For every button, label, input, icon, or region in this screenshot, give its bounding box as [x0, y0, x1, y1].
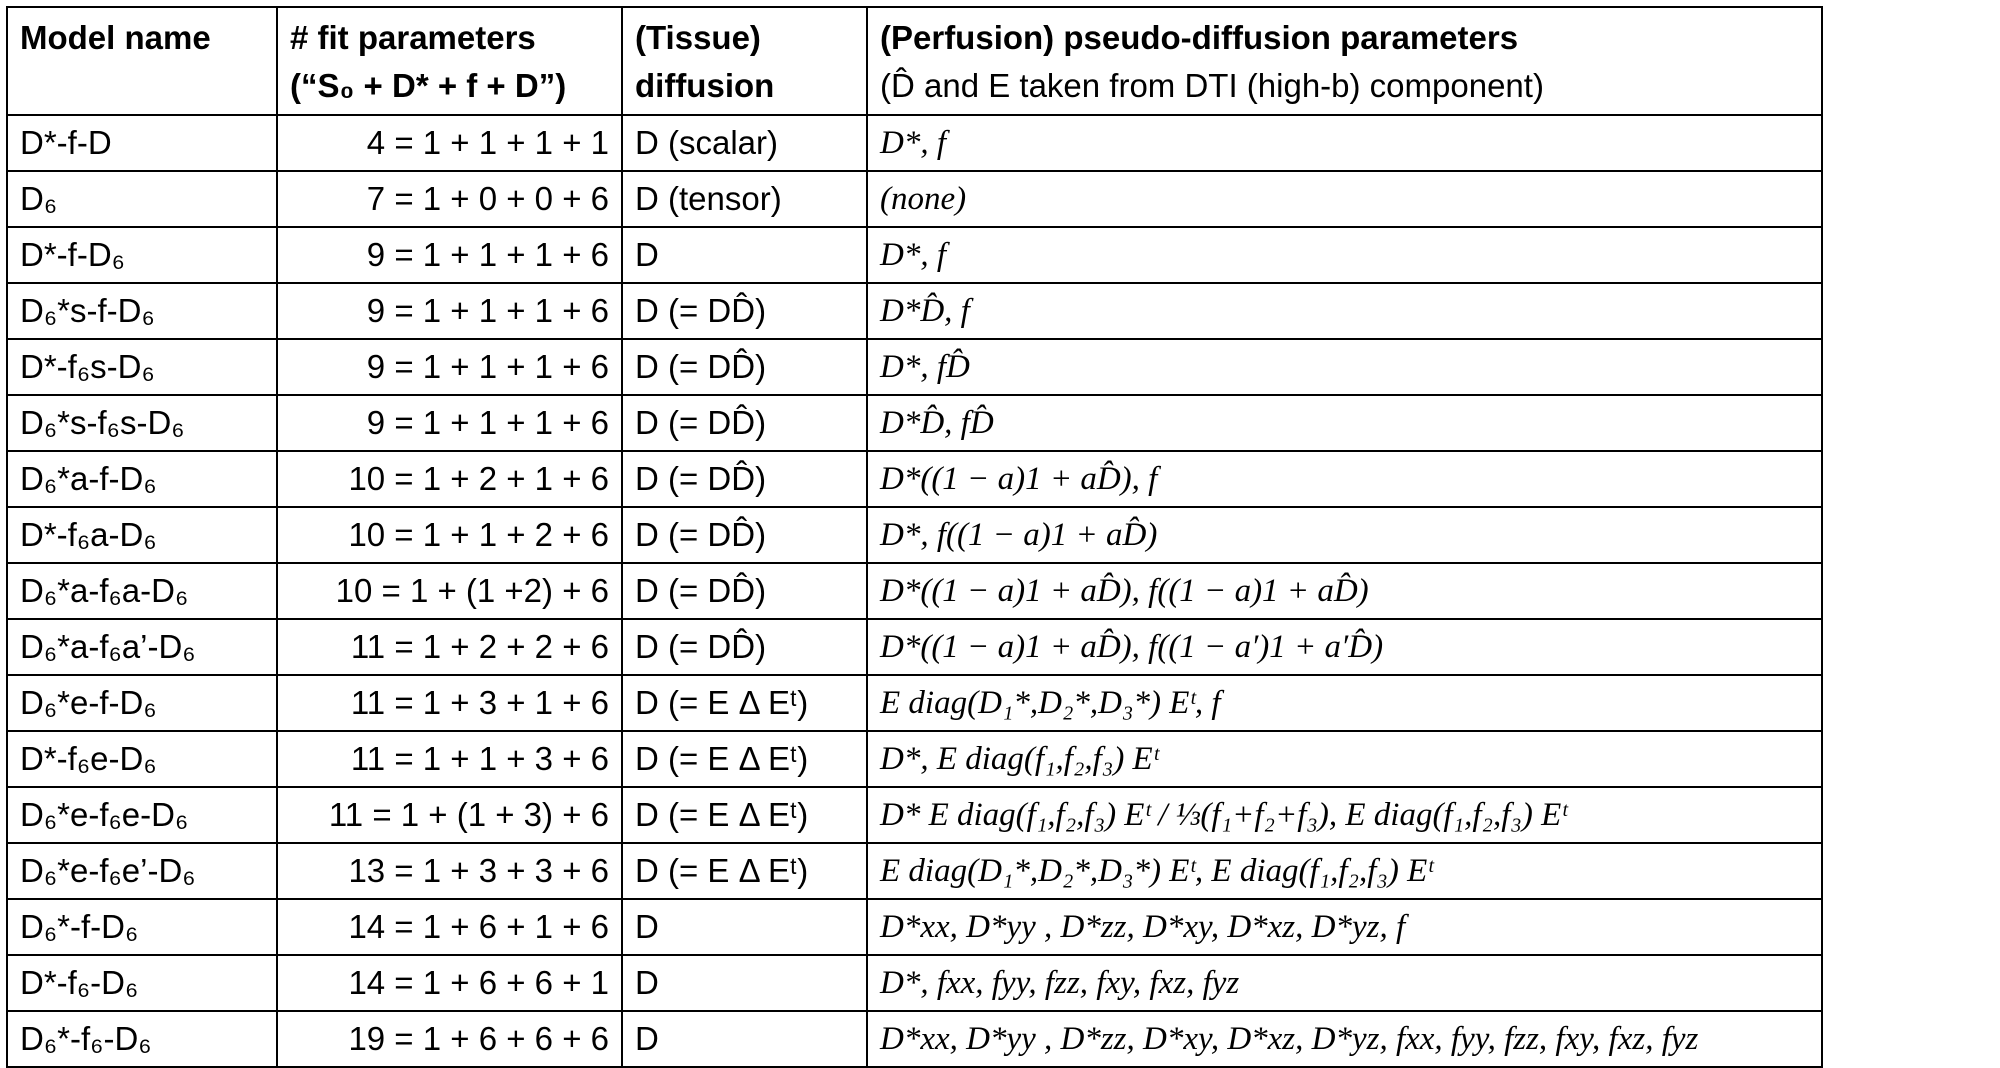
table-row — [7, 787, 1822, 843]
table-row — [7, 899, 1822, 955]
table-row — [7, 675, 1822, 731]
model-name-cell: D*-f₆e-D₆ — [7, 731, 277, 787]
header-model-name-line1: Model name — [20, 19, 211, 56]
header-perfusion-parameters — [867, 7, 1822, 115]
perfusion-parameters-cell: D*xx, D*yy , D*zz, D*xy, D*xz, D*yz, f — [867, 899, 1822, 955]
tissue-diffusion-cell: D (= DD̂) — [622, 339, 867, 395]
table-row — [7, 171, 1822, 227]
fit-parameters-cell: 11 = 1 + 1 + 3 + 6 — [277, 731, 622, 787]
fit-parameters-cell: 7 = 1 + 0 + 0 + 6 — [277, 171, 622, 227]
table-row — [7, 1011, 1822, 1067]
fit-parameters-cell: 14 = 1 + 6 + 1 + 6 — [277, 899, 622, 955]
tissue-diffusion-cell: D (= DD̂) — [622, 395, 867, 451]
table-row — [7, 731, 1822, 787]
fit-parameters-cell: 13 = 1 + 3 + 3 + 6 — [277, 843, 622, 899]
header-perfusion-parameters-line2: (D̂ and E taken from DTI (high-b) component) — [880, 67, 1544, 104]
perfusion-parameters-cell: D*, f — [867, 115, 1822, 171]
header-row — [7, 7, 1822, 115]
tissue-diffusion-cell: D — [622, 899, 867, 955]
models-table — [6, 6, 1823, 1068]
perfusion-parameters-cell: (none) — [867, 171, 1822, 227]
table-row — [7, 339, 1822, 395]
model-name-cell: D₆*-f-D₆ — [7, 899, 277, 955]
table-row — [7, 507, 1822, 563]
model-name-cell: D₆*-f₆-D₆ — [7, 1011, 277, 1067]
table-row — [7, 115, 1822, 171]
header-tissue-diffusion-line2: diffusion — [635, 67, 775, 104]
model-name-cell: D₆*a-f-D₆ — [7, 451, 277, 507]
header-fit-parameters-line2: (“S₀ + D* + f + D”) — [290, 67, 567, 104]
perfusion-parameters-cell: D*D̂, f — [867, 283, 1822, 339]
fit-parameters-cell: 19 = 1 + 6 + 6 + 6 — [277, 1011, 622, 1067]
table-row — [7, 563, 1822, 619]
header-tissue-diffusion — [622, 7, 867, 115]
fit-parameters-cell: 9 = 1 + 1 + 1 + 6 — [277, 283, 622, 339]
fit-parameters-cell: 9 = 1 + 1 + 1 + 6 — [277, 339, 622, 395]
model-name-cell: D₆*e-f₆e’-D₆ — [7, 843, 277, 899]
perfusion-parameters-cell: D*, fD̂ — [867, 339, 1822, 395]
tissue-diffusion-cell: D (= E Δ Eᵗ) — [622, 731, 867, 787]
model-name-cell: D*-f-D — [7, 115, 277, 171]
tissue-diffusion-cell: D (= DD̂) — [622, 619, 867, 675]
perfusion-parameters-cell: D*D̂, fD̂ — [867, 395, 1822, 451]
perfusion-parameters-cell: E diag(D₁*,D₂*,D₃*) Eᵗ, f — [867, 675, 1822, 731]
fit-parameters-cell: 9 = 1 + 1 + 1 + 6 — [277, 227, 622, 283]
table-row — [7, 451, 1822, 507]
model-name-cell: D*-f₆a-D₆ — [7, 507, 277, 563]
perfusion-parameters-cell: D*((1 − a)1 + aD̂), f — [867, 451, 1822, 507]
model-name-cell: D₆*a-f₆a’-D₆ — [7, 619, 277, 675]
fit-parameters-cell: 11 = 1 + 2 + 2 + 6 — [277, 619, 622, 675]
table-row — [7, 395, 1822, 451]
tissue-diffusion-cell: D — [622, 955, 867, 1011]
tissue-diffusion-cell: D (= DD̂) — [622, 507, 867, 563]
perfusion-parameters-cell: D* E diag(f₁,f₂,f₃) Eᵗ / ⅓(f₁+f₂+f₃), E diag(f₁,f₂,f₃) Eᵗ — [867, 787, 1822, 843]
tissue-diffusion-cell: D — [622, 1011, 867, 1067]
tissue-diffusion-cell: D (= DD̂) — [622, 283, 867, 339]
header-tissue-diffusion-line1: (Tissue) — [635, 19, 761, 56]
tissue-diffusion-cell: D (= E Δ Eᵗ) — [622, 787, 867, 843]
perfusion-parameters-cell: D*((1 − a)1 + aD̂), f((1 − a)1 + aD̂) — [867, 563, 1822, 619]
perfusion-parameters-cell: D*, f((1 − a)1 + aD̂) — [867, 507, 1822, 563]
fit-parameters-cell: 11 = 1 + 3 + 1 + 6 — [277, 675, 622, 731]
tissue-diffusion-cell: D (tensor) — [622, 171, 867, 227]
fit-parameters-cell: 4 = 1 + 1 + 1 + 1 — [277, 115, 622, 171]
table-row — [7, 955, 1822, 1011]
tissue-diffusion-cell: D (= DD̂) — [622, 451, 867, 507]
fit-parameters-cell: 11 = 1 + (1 + 3) + 6 — [277, 787, 622, 843]
header-fit-parameters-line1: # fit parameters — [290, 19, 536, 56]
model-name-cell: D₆*a-f₆a-D₆ — [7, 563, 277, 619]
fit-parameters-cell: 14 = 1 + 6 + 6 + 1 — [277, 955, 622, 1011]
table-body — [7, 115, 1822, 1067]
model-name-cell: D*-f₆s-D₆ — [7, 339, 277, 395]
model-name-cell: D*-f-D₆ — [7, 227, 277, 283]
model-name-cell: D₆ — [7, 171, 277, 227]
model-name-cell: D₆*s-f₆s-D₆ — [7, 395, 277, 451]
header-fit-parameters — [277, 7, 622, 115]
tissue-diffusion-cell: D (= DD̂) — [622, 563, 867, 619]
model-name-cell: D₆*e-f-D₆ — [7, 675, 277, 731]
fit-parameters-cell: 10 = 1 + (1 +2) + 6 — [277, 563, 622, 619]
header-perfusion-parameters-line1: (Perfusion) pseudo-diffusion parameters — [880, 19, 1519, 56]
perfusion-parameters-cell: D*, E diag(f₁,f₂,f₃) Eᵗ — [867, 731, 1822, 787]
fit-parameters-cell: 10 = 1 + 2 + 1 + 6 — [277, 451, 622, 507]
perfusion-parameters-cell: D*((1 − a)1 + aD̂), f((1 − a′)1 + a′D̂) — [867, 619, 1822, 675]
tissue-diffusion-cell: D (= E Δ Eᵗ) — [622, 843, 867, 899]
perfusion-parameters-cell: D*, f — [867, 227, 1822, 283]
table-row — [7, 619, 1822, 675]
model-name-cell: D*-f₆-D₆ — [7, 955, 277, 1011]
tissue-diffusion-cell: D (scalar) — [622, 115, 867, 171]
header-model-name — [7, 7, 277, 115]
perfusion-parameters-cell: E diag(D₁*,D₂*,D₃*) Eᵗ, E diag(f₁,f₂,f₃) Eᵗ — [867, 843, 1822, 899]
table-row — [7, 283, 1822, 339]
tissue-diffusion-cell: D (= E Δ Eᵗ) — [622, 675, 867, 731]
perfusion-parameters-cell: D*xx, D*yy , D*zz, D*xy, D*xz, D*yz, fxx, fyy, fzz, fxy, fxz, fyz — [867, 1011, 1822, 1067]
fit-parameters-cell: 10 = 1 + 1 + 2 + 6 — [277, 507, 622, 563]
table-row — [7, 843, 1822, 899]
fit-parameters-cell: 9 = 1 + 1 + 1 + 6 — [277, 395, 622, 451]
table-row — [7, 227, 1822, 283]
model-name-cell: D₆*s-f-D₆ — [7, 283, 277, 339]
tissue-diffusion-cell: D — [622, 227, 867, 283]
perfusion-parameters-cell: D*, fxx, fyy, fzz, fxy, fxz, fyz — [867, 955, 1822, 1011]
model-name-cell: D₆*e-f₆e-D₆ — [7, 787, 277, 843]
